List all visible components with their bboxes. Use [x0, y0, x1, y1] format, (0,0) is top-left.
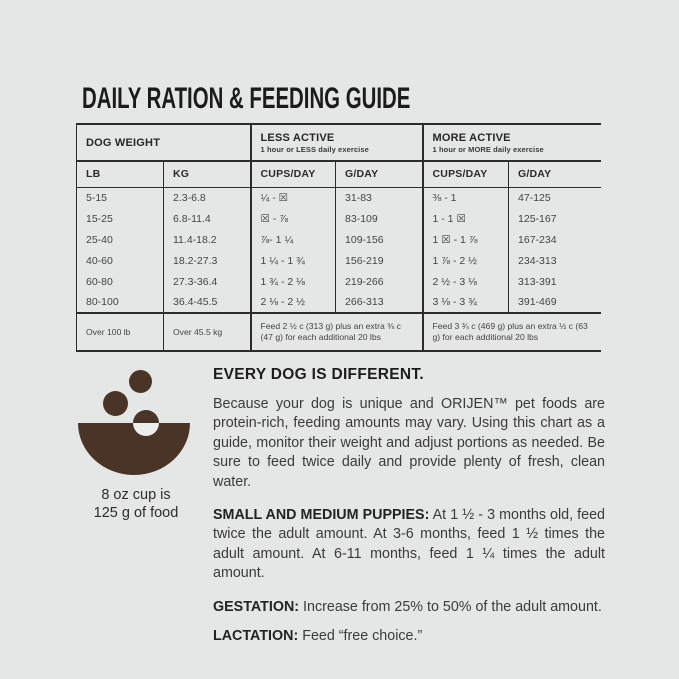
cell-g-more: 47-125	[509, 187, 601, 208]
cell-cups-less: ⅞- 1 ¼	[251, 229, 336, 250]
cell-g-less: 83-109	[336, 208, 423, 229]
cell-cups-more: 1 ⅞ - 2 ½	[423, 250, 509, 271]
table-column-header-row	[77, 161, 601, 187]
column-header-lb: LB	[77, 161, 164, 187]
feeding-table	[76, 123, 601, 352]
table-footer-row	[77, 313, 601, 351]
cell-g-less: 266-313	[336, 292, 423, 313]
table-row	[77, 292, 601, 313]
cell-cups-less: ☒ - ⅞	[251, 208, 336, 229]
column-header-kg: KG	[164, 161, 251, 187]
gestation-label: GESTATION:	[213, 598, 300, 615]
table-row	[77, 250, 601, 271]
group-more-active	[423, 124, 601, 161]
table-row	[77, 187, 601, 208]
cell-g-more: 125-167	[509, 208, 601, 229]
footer-kg: Over 45.5 kg	[164, 313, 251, 351]
column-header-g-less: G/DAY	[336, 161, 423, 187]
cell-cups-more: 1 ☒ - 1 ⅞	[423, 229, 509, 250]
kibble-on-rim-icon	[133, 410, 159, 436]
page-title: DAILY RATION & FEEDING GUIDE	[82, 82, 411, 115]
footer-lb: Over 100 lb	[77, 313, 164, 351]
bowl-shape	[78, 423, 190, 475]
cell-cups-less: ¼ - ☒	[251, 187, 336, 208]
kibble-dot-icon	[103, 391, 128, 416]
cell-cups-more: 3 ⅛ - 3 ¾	[423, 292, 509, 313]
puppies-label: SMALL AND MEDIUM PUPPIES:	[213, 507, 430, 524]
info-paragraph: Because your dog is unique and ORIJEN™ pet foods are protein-rich, feeding amounts may vary. Using this chart as a guide, monitor their weight and adjust portions as needed. Be sure to feed twice daily and provide plenty of fresh, clean water.	[213, 396, 605, 490]
table-row	[77, 229, 601, 250]
lactation-line	[213, 627, 605, 646]
lactation-text: Feed “free choice.”	[302, 628, 423, 645]
footer-note-less-active: Feed 2 ½ c (313 g) plus an extra ⅜ c (47 g) for each additional 20 lbs	[251, 313, 423, 351]
gestation-line	[213, 598, 605, 617]
cell-lb: 40-60	[77, 250, 164, 271]
cup-measure-note	[61, 487, 211, 522]
cell-kg: 2.3-6.8	[164, 187, 251, 208]
cell-g-more: 391-469	[509, 292, 601, 313]
cup-note-line1: 8 oz cup is	[101, 487, 171, 503]
cell-g-more: 234-313	[509, 250, 601, 271]
cell-g-less: 156-219	[336, 250, 423, 271]
cell-g-more: 313-391	[509, 271, 601, 292]
cell-kg: 11.4-18.2	[164, 229, 251, 250]
group-label: DOG WEIGHT	[86, 136, 161, 149]
cell-g-less: 109-156	[336, 229, 423, 250]
puppies-paragraph	[213, 506, 605, 584]
info-column	[213, 366, 605, 656]
cell-lb: 5-15	[77, 187, 164, 208]
cell-cups-less: 2 ⅛ - 2 ½	[251, 292, 336, 313]
cell-cups-more: ⅜ - 1	[423, 187, 509, 208]
cell-cups-more: 1 - 1 ☒	[423, 208, 509, 229]
column-header-cups-less: CUPS/DAY	[251, 161, 336, 187]
table-group-header-row	[77, 124, 601, 161]
cell-kg: 18.2-27.3	[164, 250, 251, 271]
group-label: LESS ACTIVE	[260, 131, 335, 144]
group-subtitle: 1 hour or LESS daily exercise	[260, 144, 369, 154]
footer-note-more-active: Feed 3 ¾ c (469 g) plus an extra ½ c (63 g) for each additional 20 lbs	[423, 313, 601, 351]
cup-note-line2: 125 g of food	[93, 504, 179, 521]
cell-cups-less: 1 ¼ - 1 ¾	[251, 250, 336, 271]
group-label: MORE ACTIVE	[432, 131, 511, 144]
cell-g-less: 219-266	[336, 271, 423, 292]
cell-lb: 25-40	[77, 229, 164, 250]
table-row	[77, 271, 601, 292]
column-header-g-more: G/DAY	[509, 161, 601, 187]
cell-g-less: 31-83	[336, 187, 423, 208]
cell-kg: 27.3-36.4	[164, 271, 251, 292]
group-subtitle: 1 hour or MORE daily exercise	[432, 144, 544, 154]
cell-cups-less: 1 ¾ - 2 ⅛	[251, 271, 336, 292]
cell-g-more: 167-234	[509, 229, 601, 250]
group-dog-weight	[77, 124, 251, 161]
column-header-cups-more: CUPS/DAY	[423, 161, 509, 187]
lactation-label: LACTATION:	[213, 628, 299, 645]
kibble-dot-icon	[129, 370, 152, 393]
cell-kg: 36.4-45.5	[164, 292, 251, 313]
cell-cups-more: 2 ½ - 3 ⅛	[423, 271, 509, 292]
cell-lb: 15-25	[77, 208, 164, 229]
group-less-active	[251, 124, 423, 161]
gestation-text: Increase from 25% to 50% of the adult amount.	[303, 598, 602, 615]
info-heading: EVERY DOG IS DIFFERENT.	[213, 366, 425, 383]
cell-kg: 6.8-11.4	[164, 208, 251, 229]
puppies-text: At 1 ½ - 3 months old, feed twice the adult amount. At 3-6 months, feed 1 ½ times the adult amount. At 6-11 months, feed 1 ¼ times the adult amount.	[213, 507, 605, 582]
table-row	[77, 208, 601, 229]
cell-lb: 60-80	[77, 271, 164, 292]
cell-lb: 80-100	[77, 292, 164, 313]
